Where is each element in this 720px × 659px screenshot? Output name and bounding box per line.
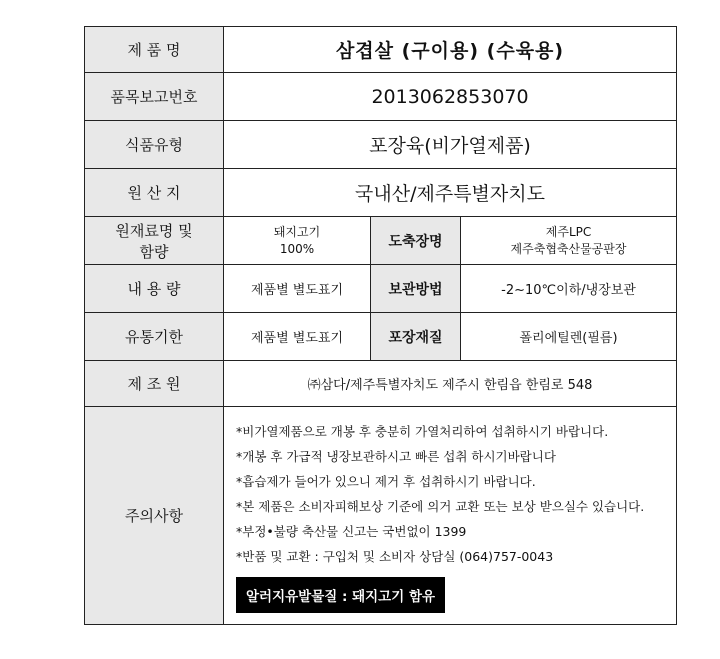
caution-line: *부정•불량 축산물 신고는 국번없이 1399 xyxy=(236,523,467,539)
ingredients-value-line1: 돼지고기 xyxy=(273,224,321,239)
food-type-header: 식품유형 xyxy=(85,121,224,169)
row-report-number xyxy=(85,73,677,121)
content-value: 제품별 별도표기 xyxy=(224,265,371,313)
product-label-table xyxy=(84,26,677,625)
row-content xyxy=(85,265,677,313)
ingredients-header-line1: 원재료명 및 xyxy=(115,221,193,240)
caution-line: *반품 및 교환 : 구입처 및 소비자 상담실 (064)757-0043 xyxy=(236,548,554,564)
manufacturer-value: ㈜삼다/제주특별자치도 제주시 한림읍 한림로 548 xyxy=(224,361,677,407)
row-origin xyxy=(85,169,677,217)
storage-header: 보관방법 xyxy=(371,265,461,313)
cautions-header: 주의사항 xyxy=(85,407,224,625)
ingredients-header xyxy=(85,217,224,265)
row-manufacturer xyxy=(85,361,677,407)
row-ingredients xyxy=(85,217,677,265)
row-product-name xyxy=(85,27,677,73)
cautions-body xyxy=(224,407,677,625)
report-number-value: 2013062853070 xyxy=(224,73,677,121)
expiry-value: 제품별 별도표기 xyxy=(224,313,371,361)
ingredients-value-line2: 100% xyxy=(279,241,315,256)
storage-value: -2~10℃이하/냉장보관 xyxy=(461,265,677,313)
packaging-header: 포장재질 xyxy=(371,313,461,361)
caution-line: *본 제품은 소비자피해보상 기준에 의거 교환 또는 보상 받으실수 있습니다. xyxy=(236,498,645,514)
row-food-type xyxy=(85,121,677,169)
expiry-header: 유통기한 xyxy=(85,313,224,361)
row-expiry xyxy=(85,313,677,361)
manufacturer-header: 제 조 원 xyxy=(85,361,224,407)
report-number-header: 품목보고번호 xyxy=(85,73,224,121)
slaughterhouse-value-line1: 제주LPC xyxy=(545,224,592,239)
packaging-value: 폴리에틸렌(필름) xyxy=(461,313,677,361)
caution-line: *개봉 후 가급적 냉장보관하시고 빠른 섭취 하시기바랍니다 xyxy=(236,448,556,464)
product-name-header: 제 품 명 xyxy=(85,27,224,73)
ingredients-header-line2: 함량 xyxy=(139,242,169,261)
caution-line: *흡습제가 들어가 있으니 제거 후 섭취하시기 바랍니다. xyxy=(236,473,536,489)
slaughterhouse-value-line2: 제주축협축산물공판장 xyxy=(510,241,627,256)
row-cautions xyxy=(85,407,677,625)
slaughterhouse-header: 도축장명 xyxy=(371,217,461,265)
product-name-value: 삼겹살 (구이용) (수육용) xyxy=(224,27,677,73)
origin-value: 국내산/제주특별자치도 xyxy=(224,169,677,217)
origin-header: 원 산 지 xyxy=(85,169,224,217)
food-type-value: 포장육(비가열제품) xyxy=(224,121,677,169)
allergy-notice: 알러지유발물질 : 돼지고기 함유 xyxy=(236,577,445,613)
ingredients-value xyxy=(224,217,371,265)
slaughterhouse-value xyxy=(461,217,677,265)
content-header: 내 용 량 xyxy=(85,265,224,313)
caution-line: *비가열제품으로 개봉 후 충분히 가열처리하여 섭취하시기 바랍니다. xyxy=(236,423,609,439)
